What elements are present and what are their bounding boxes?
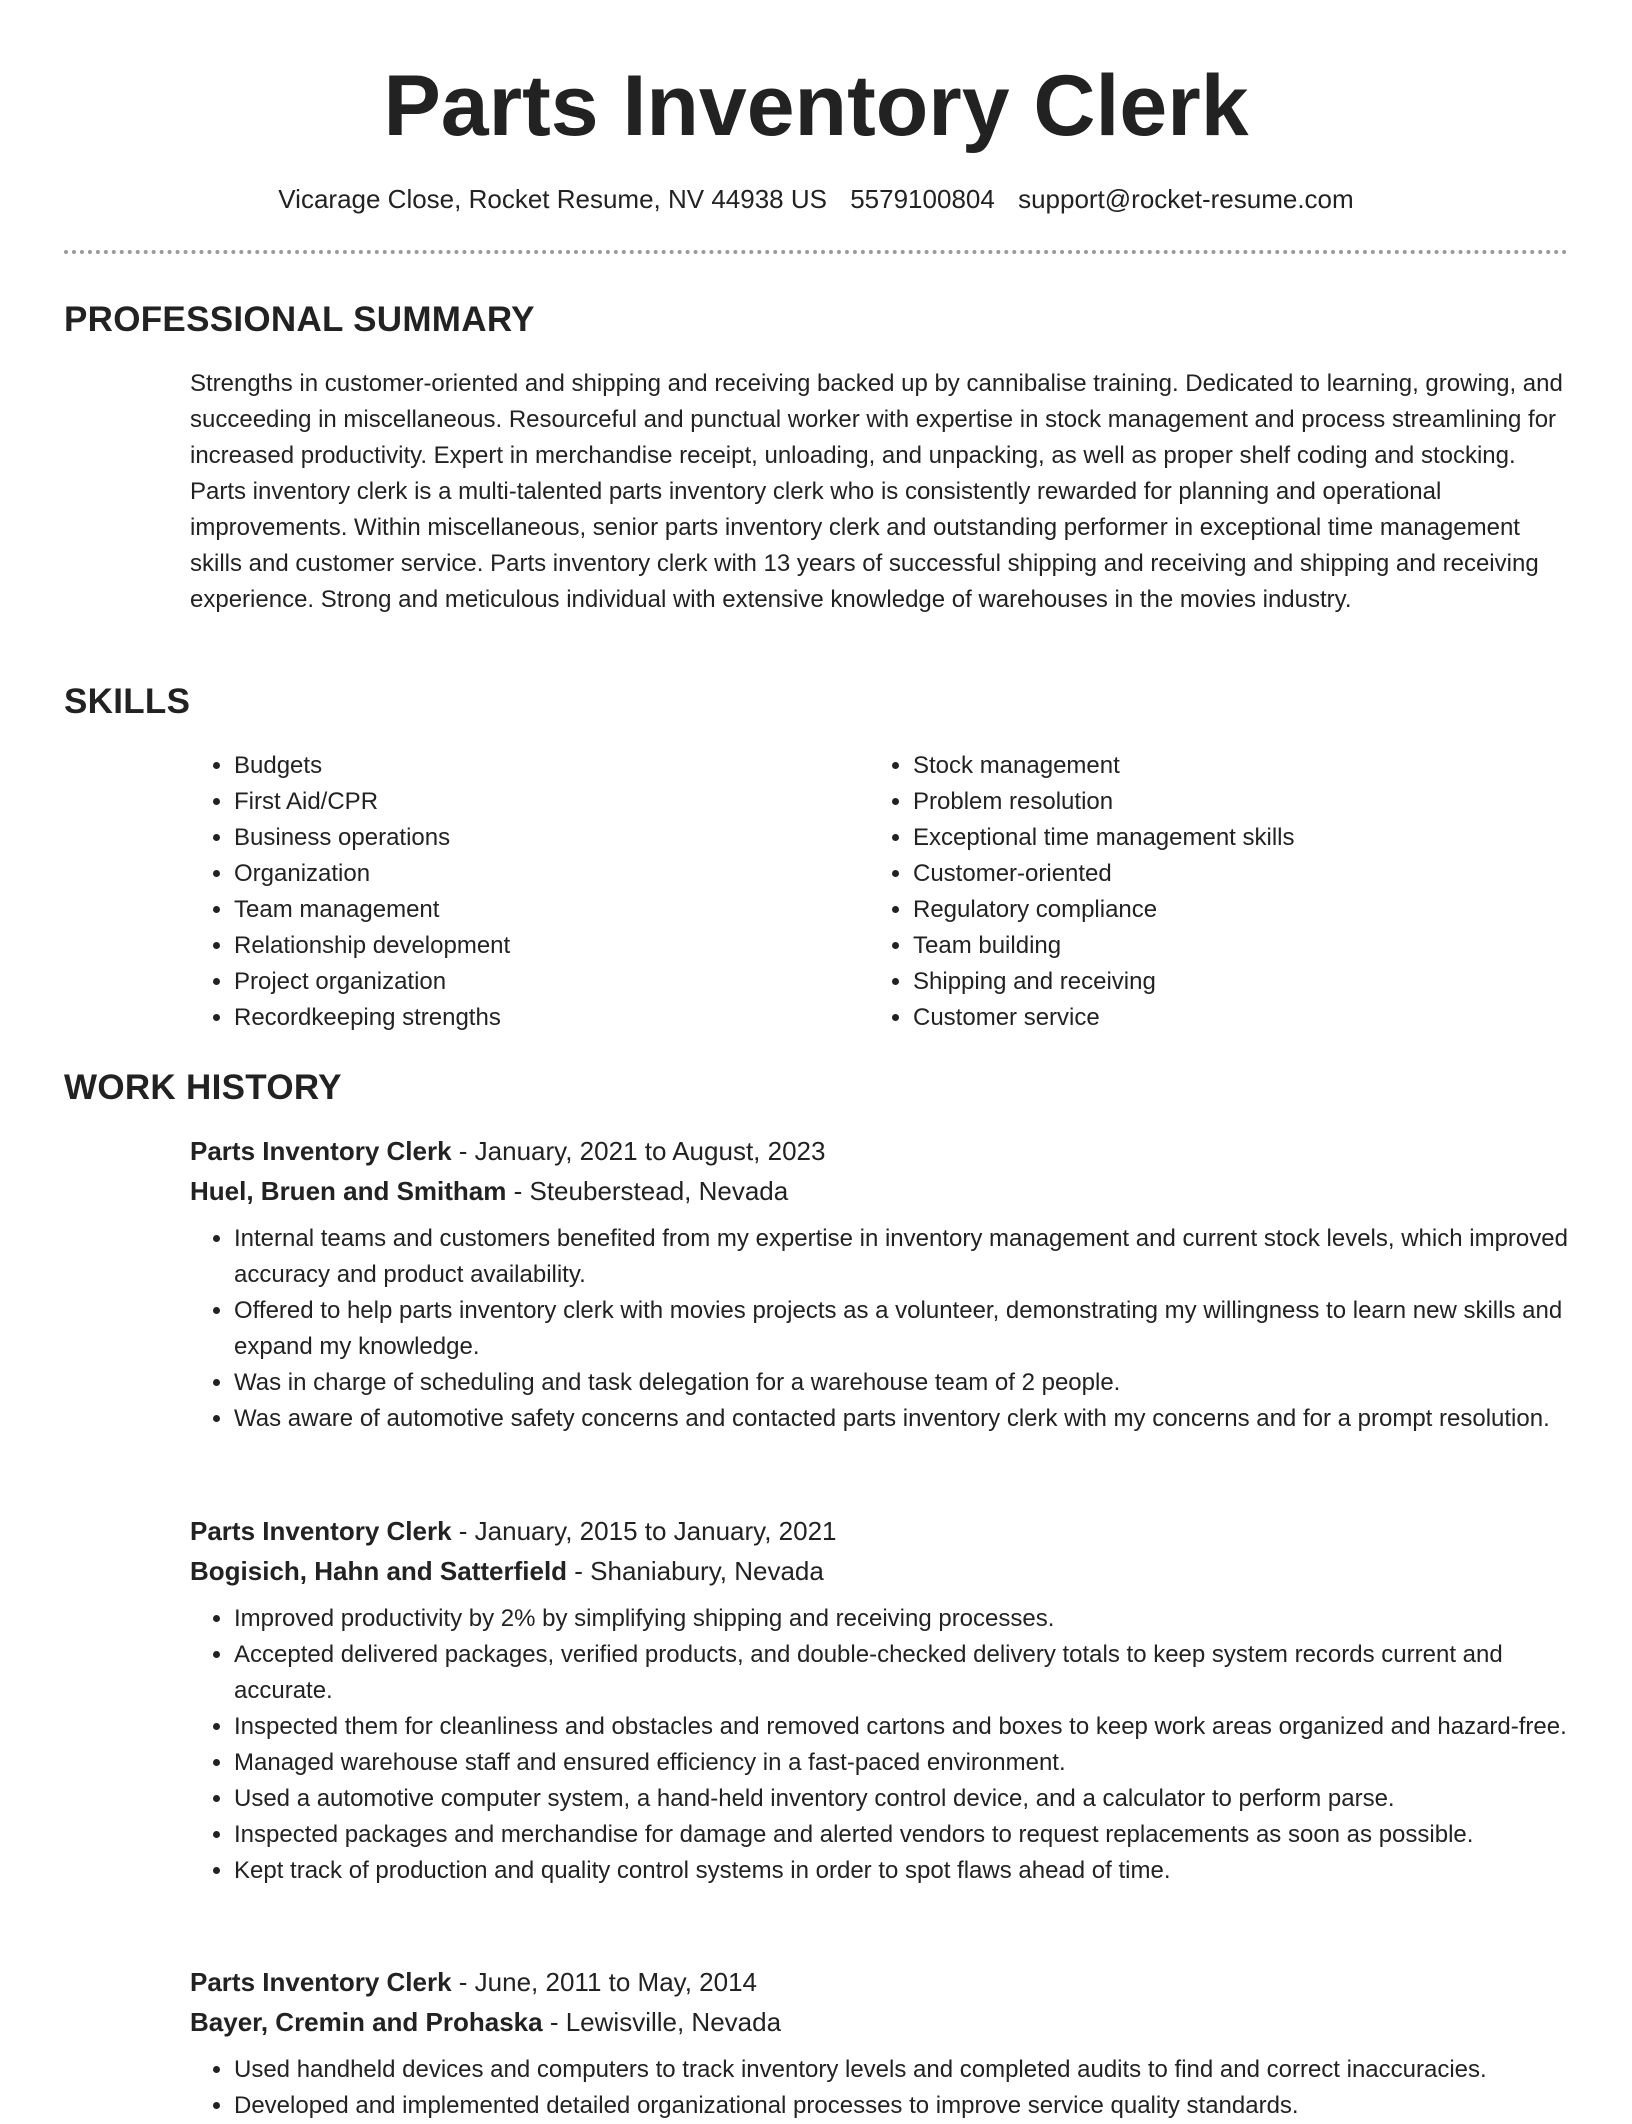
job-location: - Steuberstead, Nevada (506, 1176, 789, 1206)
skill-item: • Problem resolution (913, 784, 1593, 820)
job-title-line (190, 1511, 1568, 1551)
skill-item: • Customer service (913, 1000, 1593, 1036)
job-entry (190, 1511, 1568, 1889)
skill-item: • Exceptional time management skills (913, 820, 1593, 856)
skill-item: • Shipping and receiving (913, 964, 1593, 1000)
job-title-line (190, 1131, 1568, 1171)
job-dates: - January, 2015 to January, 2021 (451, 1516, 837, 1546)
job-dates: - January, 2021 to August, 2023 (451, 1136, 826, 1166)
skill-item: • Project organization (234, 964, 854, 1000)
job-title: Parts Inventory Clerk (190, 1136, 452, 1166)
skill-item: • Customer-oriented (913, 856, 1593, 892)
job-bullet: • Inspected them for cleanliness and obstacles and removed cartons and boxes to keep work areas organized and hazard-free. (234, 1709, 1568, 1745)
summary-heading: PROFESSIONAL SUMMARY (64, 300, 535, 339)
job-bullet: • Internal teams and customers benefited from my expertise in inventory management and current stock levels, which improved accuracy and product availability. (234, 1221, 1568, 1293)
skill-item: • Stock management (913, 748, 1593, 784)
skill-item: • Team management (234, 892, 854, 928)
job-company-line (190, 1551, 1568, 1591)
job-dates: - June, 2011 to May, 2014 (451, 1967, 758, 1997)
contact-email: support@rocket-resume.com (1018, 184, 1354, 214)
skill-item: • Regulatory compliance (913, 892, 1593, 928)
skill-item: • Recordkeeping strengths (234, 1000, 854, 1036)
skills-heading: SKILLS (64, 682, 191, 721)
job-bullet: • Was in charge of scheduling and task delegation for a warehouse team of 2 people. (234, 1365, 1568, 1401)
job-bullet: • Inspected packages and merchandise for damage and alerted vendors to request replacements as soon as possible. (234, 1817, 1568, 1853)
job-bullet: • Accepted delivered packages, verified products, and double-checked delivery totals to keep system records current and accurate. (234, 1637, 1568, 1709)
page-title: Parts Inventory Clerk (383, 58, 1249, 154)
job-bullets (190, 2052, 1568, 2124)
job-company: Bayer, Cremin and Prohaska (190, 2007, 543, 2037)
job-location: - Shaniabury, Nevada (567, 1556, 824, 1586)
job-title: Parts Inventory Clerk (190, 1967, 452, 1997)
job-bullet: • Was aware of automotive safety concerns and contacted parts inventory clerk with my concerns and for a prompt resolution. (234, 1401, 1568, 1437)
skill-item: • Budgets (234, 748, 854, 784)
job-location: - Lewisville, Nevada (542, 2007, 782, 2037)
job-company: Bogisich, Hahn and Satterfield (190, 1556, 568, 1586)
skill-item: • Business operations (234, 820, 854, 856)
header-divider (64, 250, 1568, 254)
contact-info (0, 180, 1632, 218)
contact-phone: 5579100804 (850, 184, 995, 214)
contact-address: Vicarage Close, Rocket Resume, NV 44938 US (278, 184, 827, 214)
skill-item: • Relationship development (234, 928, 854, 964)
job-bullet: • Kept track of production and quality control systems in order to spot flaws ahead of time. (234, 1853, 1568, 1889)
job-bullets (190, 1221, 1568, 1437)
skills-list-right (869, 748, 1593, 1036)
job-title-line (190, 1962, 1568, 2002)
job-company-line (190, 2002, 1568, 2042)
job-title: Parts Inventory Clerk (190, 1516, 452, 1546)
job-company: Huel, Bruen and Smitham (190, 1176, 507, 1206)
job-bullet: • Improved productivity by 2% by simplifying shipping and receiving processes. (234, 1601, 1568, 1637)
skills-list-left (190, 748, 854, 1036)
summary-text: Strengths in customer-oriented and shipping and receiving backed up by cannibalise training. Dedicated to learning, growing, and succeeding in miscellaneous. Resourceful and punctual worker with expertise in stock management and process streamlining for increased productivity. Expert in merchandise receipt, unloading, and unpacking, as well as proper shelf coding and stocking. Parts inventory clerk is a multi-talented parts inventory clerk who is consistently rewarded for planning and operational improvements. Within miscellaneous, senior parts inventory clerk and outstanding performer in exceptional time management skills and customer service. Parts inventory clerk with 13 years of successful shipping and receiving and shipping and receiving experience. Strong and meticulous individual with extensive knowledge of warehouses in the movies industry. (190, 370, 1563, 613)
job-entry (190, 1131, 1568, 1437)
skill-item: • Team building (913, 928, 1593, 964)
job-bullet: • Offered to help parts inventory clerk with movies projects as a volunteer, demonstrating my willingness to learn new skills and expand my knowledge. (234, 1293, 1568, 1365)
job-company-line (190, 1171, 1568, 1211)
job-bullets (190, 1601, 1568, 1889)
work-history-heading: WORK HISTORY (64, 1068, 342, 1107)
skill-item: • Organization (234, 856, 854, 892)
job-entry (190, 1962, 1568, 2124)
job-bullet: • Used a automotive computer system, a hand-held inventory control device, and a calculator to perform parse. (234, 1781, 1568, 1817)
skill-item: • First Aid/CPR (234, 784, 854, 820)
job-bullet: • Managed warehouse staff and ensured efficiency in a fast-paced environment. (234, 1745, 1568, 1781)
job-bullet: • Used handheld devices and computers to track inventory levels and completed audits to find and correct inaccuracies. (234, 2052, 1568, 2088)
job-bullet: • Developed and implemented detailed organizational processes to improve service quality standards. (234, 2088, 1568, 2124)
